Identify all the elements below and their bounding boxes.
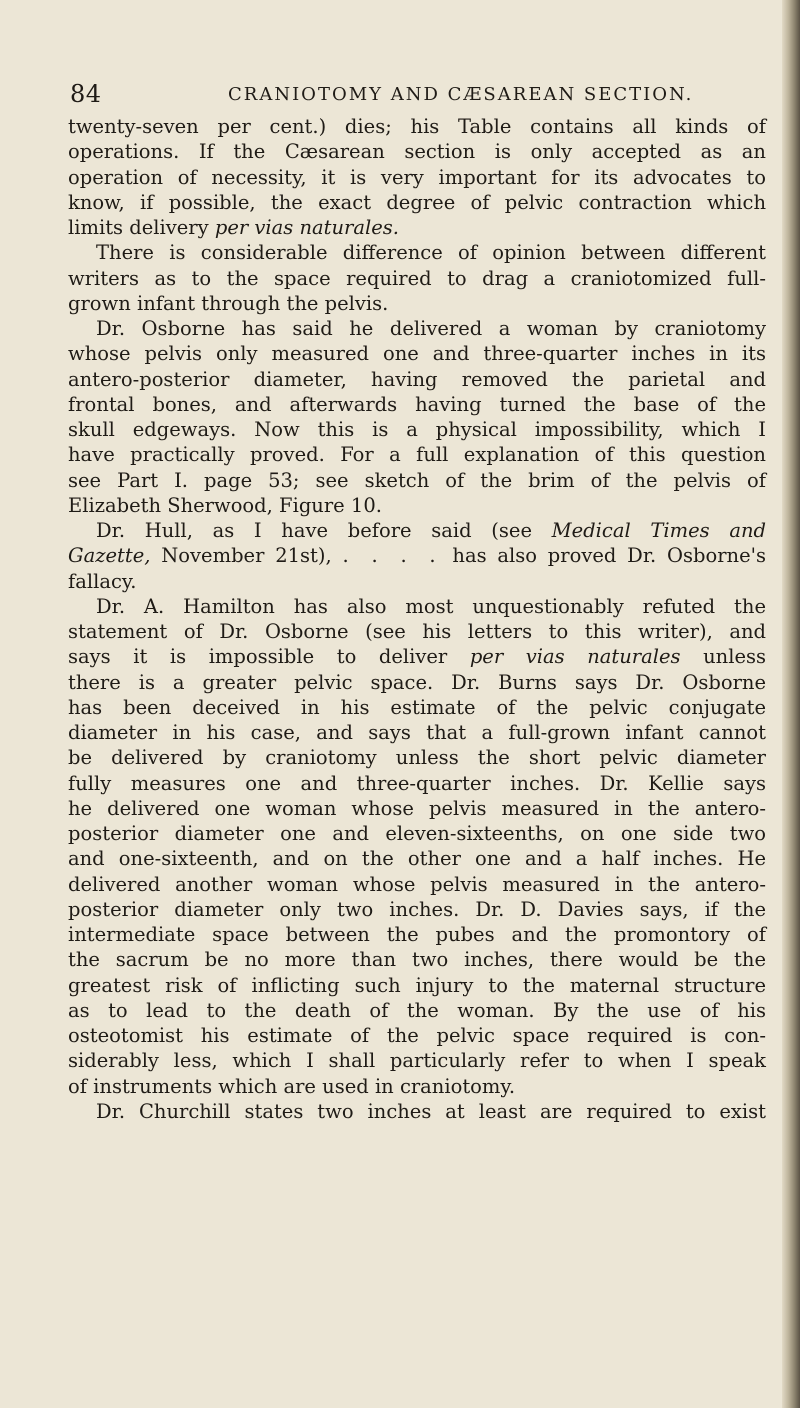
text-line bbox=[68, 543, 766, 568]
text-line: of instruments which are used in craniotomy. bbox=[68, 1074, 516, 1098]
paragraph-start: Dr. A. Hamilton has also most unquestionably refuted the bbox=[96, 594, 766, 618]
text-line: antero-posterior diameter, having removed the parietal and bbox=[68, 367, 766, 391]
text-line: as to lead to the death of the woman. By the use of his bbox=[68, 998, 766, 1022]
text-run: limits delivery bbox=[68, 216, 215, 239]
text-line: fully measures one and three-quarter inches. Dr. Kellie says bbox=[68, 771, 766, 795]
italic-phrase: per vias naturales. bbox=[214, 216, 399, 239]
journal-title: Medical Times and bbox=[551, 519, 766, 542]
page-number: 84 bbox=[70, 80, 102, 108]
text-line: frontal bones, and afterwards having turned the base of the bbox=[68, 392, 766, 416]
text-line: the sacrum be no more than two inches, there would be the bbox=[68, 948, 766, 972]
text-run: November 21st), bbox=[150, 544, 343, 568]
text-line: osteotomist his estimate of the pelvic space required is con- bbox=[68, 1024, 766, 1047]
text-line: delivered another woman whose pelvis measured in the antero- bbox=[68, 872, 766, 896]
text-line: Elizabeth Sherwood, Figure 10. bbox=[68, 493, 382, 517]
text-line: there is a greater pelvic space. Dr. Burns says Dr. Osborne bbox=[68, 670, 766, 694]
text-line bbox=[68, 215, 766, 240]
text-line: know, if possible, the exact degree of pelvic contraction which bbox=[68, 190, 766, 214]
text-line: he delivered one woman whose pelvis measured in the antero- bbox=[68, 796, 766, 820]
text-line: see Part I. page 53; see sketch of the brim of the pelvis of bbox=[68, 468, 766, 492]
text-line: statement of Dr. Osborne (see his letters to this writer), and bbox=[68, 620, 766, 643]
text-line: intermediate space between the pubes and the promontory of bbox=[68, 923, 766, 946]
paragraph-start: Dr. Osborne has said he delivered a woman by craniotomy bbox=[96, 317, 766, 340]
text-run: says it is impossible to deliver bbox=[68, 645, 470, 669]
text-line bbox=[68, 644, 766, 669]
page-header bbox=[70, 80, 770, 108]
paragraph-start bbox=[68, 518, 766, 543]
journal-title: Gazette, bbox=[68, 544, 151, 568]
paragraph-start: Dr. Churchill states two inches at least are required to exist bbox=[96, 1099, 766, 1123]
text-line: posterior diameter only two inches. Dr. D. Davies says, if the bbox=[68, 897, 766, 921]
text-line: whose pelvis only measured one and three-quarter inches in its bbox=[68, 342, 766, 366]
text-line: fallacy. bbox=[68, 569, 137, 593]
text-line: skull edgeways. Now this is a physical impossibility, which I bbox=[68, 418, 766, 441]
text-line: and one-sixteenth, and on the other one and a half inches. He bbox=[68, 847, 766, 871]
paragraph-start: There is considerable difference of opinion between different bbox=[96, 241, 766, 265]
text-line: grown infant through the pelvis. bbox=[68, 291, 389, 315]
text-run: Dr. Hull, as I have before said (see bbox=[96, 519, 552, 542]
text-line: be delivered by craniotomy unless the short pelvic diameter bbox=[68, 746, 766, 770]
body-text bbox=[68, 114, 766, 1124]
running-head: CRANIOTOMY AND CÆSAREAN SECTION. bbox=[228, 84, 694, 105]
text-line: have practically proved. For a full explanation of this question bbox=[68, 443, 766, 467]
text-line: diameter in his case, and says that a full-grown infant cannot bbox=[68, 721, 766, 744]
text-line: greatest risk of inflicting such injury to the maternal structure bbox=[68, 973, 766, 997]
text-run: has also proved Dr. Osborne's bbox=[441, 544, 766, 568]
text-line: posterior diameter one and eleven-sixteenths, on one side two bbox=[68, 822, 766, 845]
text-run: unless bbox=[680, 645, 766, 669]
text-line: siderably less, which I shall particularly refer to when I speak bbox=[68, 1049, 766, 1073]
ellipsis: . . . . bbox=[342, 544, 442, 568]
text-line: operations. If the Cæsarean section is only accepted as an bbox=[68, 140, 766, 164]
text-line: has been deceived in his estimate of the pelvic conjugate bbox=[68, 695, 766, 719]
text-line: operation of necessity, it is very important for its advocates to bbox=[68, 165, 766, 189]
text-line: twenty-seven per cent.) dies; his Table contains all kinds of bbox=[68, 115, 766, 138]
text-line: writers as to the space required to drag a craniotomized full- bbox=[68, 266, 766, 290]
page-binding-edge bbox=[782, 0, 800, 1408]
italic-phrase: per vias naturales bbox=[469, 645, 681, 669]
